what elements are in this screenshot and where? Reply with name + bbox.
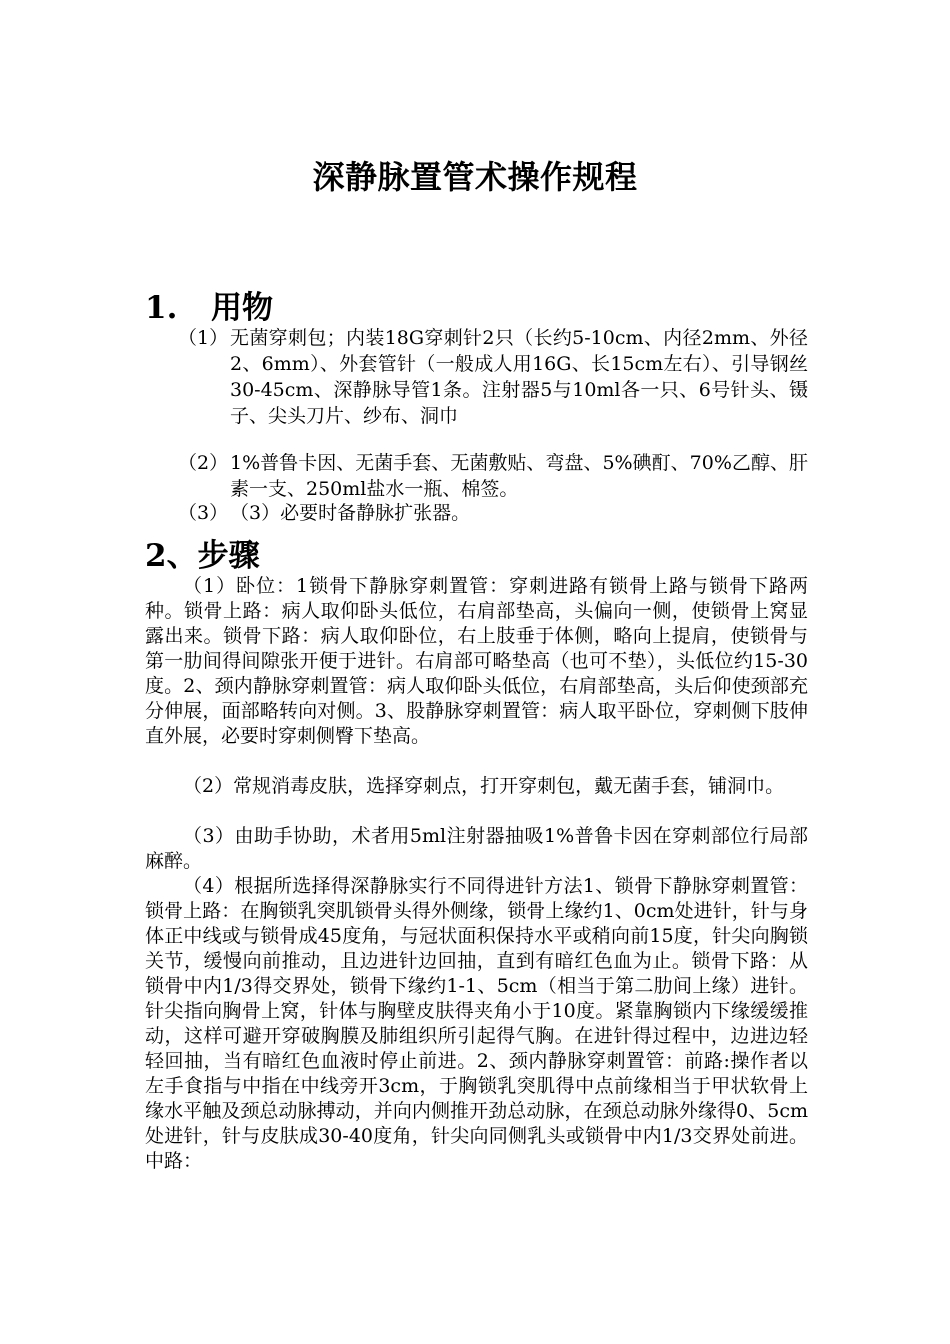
list-item-text: （3）必要时备静脉扩张器。 <box>230 502 471 524</box>
section-heading-steps <box>145 530 260 575</box>
list-item <box>178 500 808 526</box>
step-paragraph: （2）常规消毒皮肤，选择穿刺点，打开穿刺包，戴无菌手套，铺洞巾。 <box>183 775 785 797</box>
list-item-label: （1） <box>178 327 229 349</box>
document-title: 深静脉置管术操作规程 <box>312 158 638 196</box>
step-paragraph: （1）卧位：1锁骨下静脉穿刺置管：穿刺进路有锁骨上路与锁骨下路两种。锁骨上路：病人取仰卧头低位，右肩部垫高，头偏向一侧，使锁骨上窝显露出来。锁骨下路：病人取仰卧位，右上肢垂于体侧，略向上提肩，使锁骨与第一肋间得间隙张开便于进针。右肩部可略垫高（也可不垫），头低位约15-30度。2、颈内静脉穿刺置管：病人取仰卧头低位，右肩部垫高，头后仰使颈部充分伸展，面部略转向对侧。3、股静脉穿刺置管：病人取平卧位，穿刺侧下肢伸直外展，必要时穿刺侧臀下垫高。 <box>145 575 808 747</box>
list-item-text: 无菌穿刺包；内装18G穿刺针2只（长约5-10cm、内径2mm、外径2、6mm）、外套管针（一般成人用16G、长15cm左右）、引导钢丝30-45cm、深静脉导管1条。注射器5与10ml各一只、6号针头、镊子、尖头刀片、纱布、洞巾 <box>230 327 808 427</box>
section-heading-supplies <box>145 282 273 327</box>
section-title: 步骤 <box>197 538 260 574</box>
step-paragraph: （3）由助手协助，术者用5ml注射器抽吸1%普鲁卡因在穿刺部位行局部麻醉。 <box>145 825 808 872</box>
list-item <box>178 450 808 502</box>
list-item-label: （3） <box>178 502 229 524</box>
section-title: 用物 <box>211 290 273 326</box>
section-number: 1. <box>145 290 178 326</box>
list-item-text: 1%普鲁卡因、无菌手套、无菌敷贴、弯盘、5%碘酊、70%乙醇、肝素一支、250ml盐水一瓶、棉签。 <box>230 452 808 500</box>
list-item <box>178 325 808 429</box>
section-number: 2、 <box>145 538 198 574</box>
step-paragraph: （4）根据所选择得深静脉实行不同得进针方法1、锁骨下静脉穿刺置管：锁骨上路：在胸锁乳突肌锁骨头得外侧缘，锁骨上缘约1、0cm处进针，针与身体正中线或与锁骨成45度角，与冠状面积保持水平或稍向前15度，针尖向胸锁关节，缓慢向前推动，且边进针边回抽，直到有暗红色血为止。锁骨下路：从锁骨中内1/3得交界处，锁骨下缘约1-1、5cm（相当于第二肋间上缘）进针。针尖指向胸骨上窝，针体与胸壁皮肤得夹角小于10度。紧靠胸锁内下缘缓缓推动，这样可避开穿破胸膜及肺组织所引起得气胸。在进针得过程中，边进边轻轻回抽，当有暗红色血液时停止前进。2、颈内静脉穿刺置管：前路:操作者以左手食指与中指在中线旁开3cm，于胸锁乳突肌得中点前缘相当于甲状软骨上缘水平触及颈总动脉搏动，并向内侧推开劲总动脉，在颈总动脉外缘得0、5cm处进针，针与皮肤成30-40度角，针尖向同侧乳头或锁骨中内1/3交界处前进。中路： <box>145 875 808 1172</box>
list-item-label: （2） <box>178 452 229 474</box>
